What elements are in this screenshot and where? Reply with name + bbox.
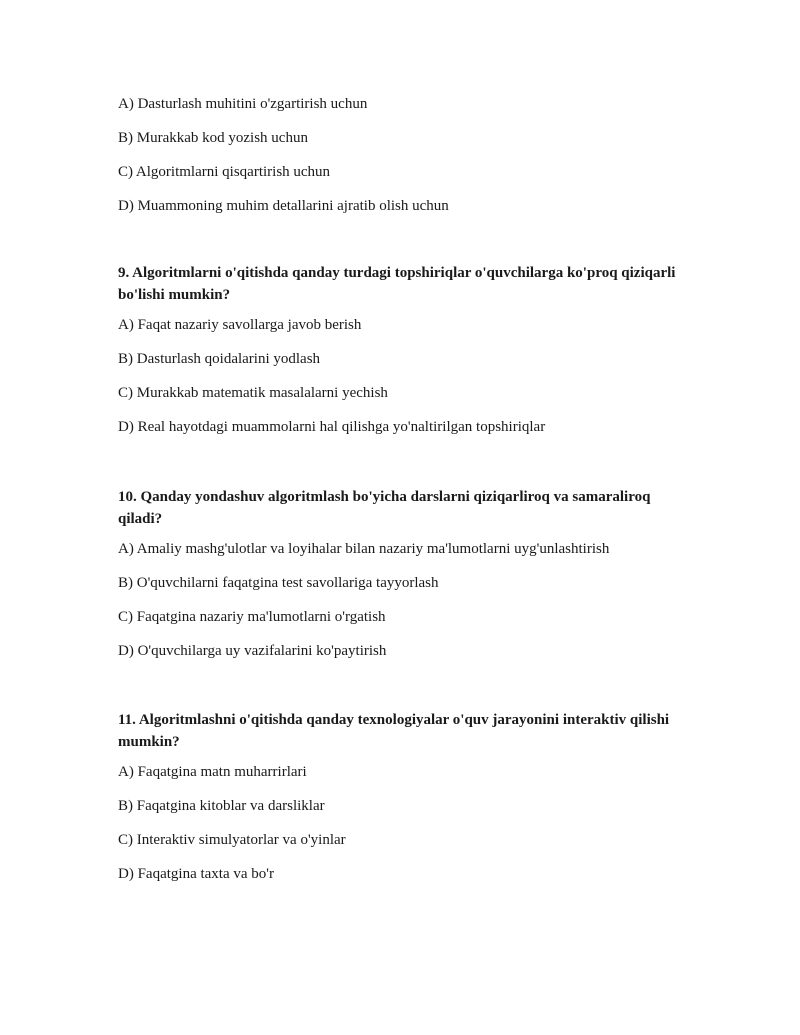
question-options: [118, 315, 698, 451]
question-text: 9. Algoritmlarni o'qitishda qanday turdagi topshiriqlar o'quvchilarga ko'proq qiziqarli bo'lishi mumkin?: [118, 265, 676, 303]
option-b: B) Murakkab kod yozish uchun: [118, 130, 308, 146]
option-b: B) Dasturlash qoidalarini yodlash: [118, 351, 321, 367]
question-options: [118, 539, 698, 675]
option-d: D) O'quvchilarga uy vazifalarini ko'paytirish: [118, 643, 387, 659]
question-text: 11. Algoritmlashni o'qitishda qanday texnologiyalar o'quv jarayonini interaktiv qilishi mumkin?: [118, 712, 670, 750]
option-a: A) Amaliy mashg'ulotlar va loyihalar bilan nazariy ma'lumotlarni uyg'unlashtirish: [118, 541, 610, 557]
question-10: [118, 486, 698, 675]
option-c: C) Interaktiv simulyatorlar va o'yinlar: [118, 832, 346, 848]
question-8-options: [118, 94, 698, 230]
option-b: B) Faqatgina kitoblar va darsliklar: [118, 798, 325, 814]
option-d: D) Muammoning muhim detallarini ajratib olish uchun: [118, 198, 449, 214]
option-a: A) Dasturlash muhitini o'zgartirish uchun: [118, 96, 368, 112]
option-d: D) Faqatgina taxta va bo'r: [118, 866, 274, 882]
option-a: A) Faqat nazariy savollarga javob berish: [118, 317, 362, 333]
question-options: [118, 762, 698, 898]
option-b: B) O'quvchilarni faqatgina test savollariga tayyorlash: [118, 575, 439, 591]
option-c: C) Faqatgina nazariy ma'lumotlarni o'rgatish: [118, 609, 386, 625]
option-d: D) Real hayotdagi muammolarni hal qilishga yo'naltirilgan topshiriqlar: [118, 419, 546, 435]
question-9: [118, 262, 698, 451]
option-c: C) Murakkab matematik masalalarni yechish: [118, 385, 388, 401]
question-text: 10. Qanday yondashuv algoritmlash bo'yicha darslarni qiziqarliroq va samaraliroq qiladi?: [118, 489, 651, 527]
option-a: A) Faqatgina matn muharrirlari: [118, 764, 307, 780]
option-c: C) Algoritmlarni qisqartirish uchun: [118, 164, 331, 180]
question-11: [118, 709, 698, 898]
